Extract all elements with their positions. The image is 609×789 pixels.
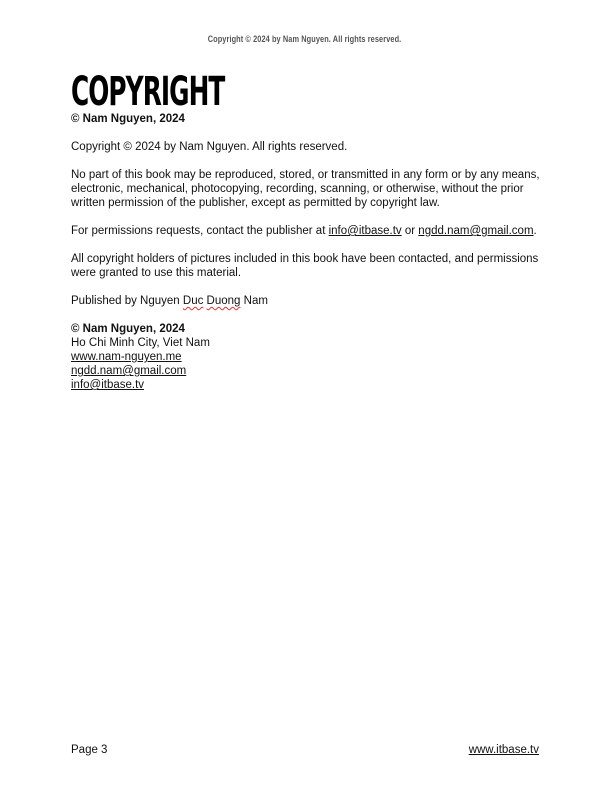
publisher-location: Ho Chi Minh City, Viet Nam [71,337,210,349]
publisher-email2-link[interactable]: info@itbase.tv [71,379,145,391]
main-content [71,69,541,392]
published-suffix: Nam [243,295,268,307]
published-name-duong: Duong [206,295,241,307]
publisher-email-link[interactable]: ngdd.nam@gmail.com [71,365,187,377]
publisher-owner: © Nam Nguyen, 2024 [71,323,185,335]
published-by-line [71,294,541,308]
publisher-block [71,322,541,392]
footer-site-link[interactable]: www.itbase.tv [468,744,539,756]
published-prefix: Published by Nguyen [71,295,180,307]
rights-paragraph: Copyright © 2024 by Nam Nguyen. All rights reserved. [71,141,348,153]
permissions-prefix: For permissions requests, contact the publisher at [71,225,326,237]
owner-line: © Nam Nguyen, 2024 [71,113,185,125]
permissions-paragraph [71,224,541,238]
permissions-suffix: . [533,225,537,237]
permissions-email-link[interactable]: info@itbase.tv [328,225,402,237]
no-part-paragraph: No part of this book may be reproduced, stored, or transmitted in any form or by any means, electronic, mechanical, photocopying, recording, scanning, or otherwise, without the prior written permission of the publisher, except as permitted by copyright law. [71,169,540,209]
permissions-or: or [404,225,416,237]
permissions-gmail-link[interactable]: ngdd.nam@gmail.com [418,225,534,237]
running-header: Copyright © 2024 by Nam Nguyen. All rights reserved. [207,34,402,44]
page-title: COPYRIGHT [71,69,225,115]
pictures-paragraph: All copyright holders of pictures included in this book have been contacted, and permissions were granted to use this material. [71,253,539,279]
publisher-website-link[interactable]: www.nam-nguyen.me [71,351,182,363]
page-number: Page 3 [71,744,108,756]
published-name-duc: Duc [182,295,204,307]
